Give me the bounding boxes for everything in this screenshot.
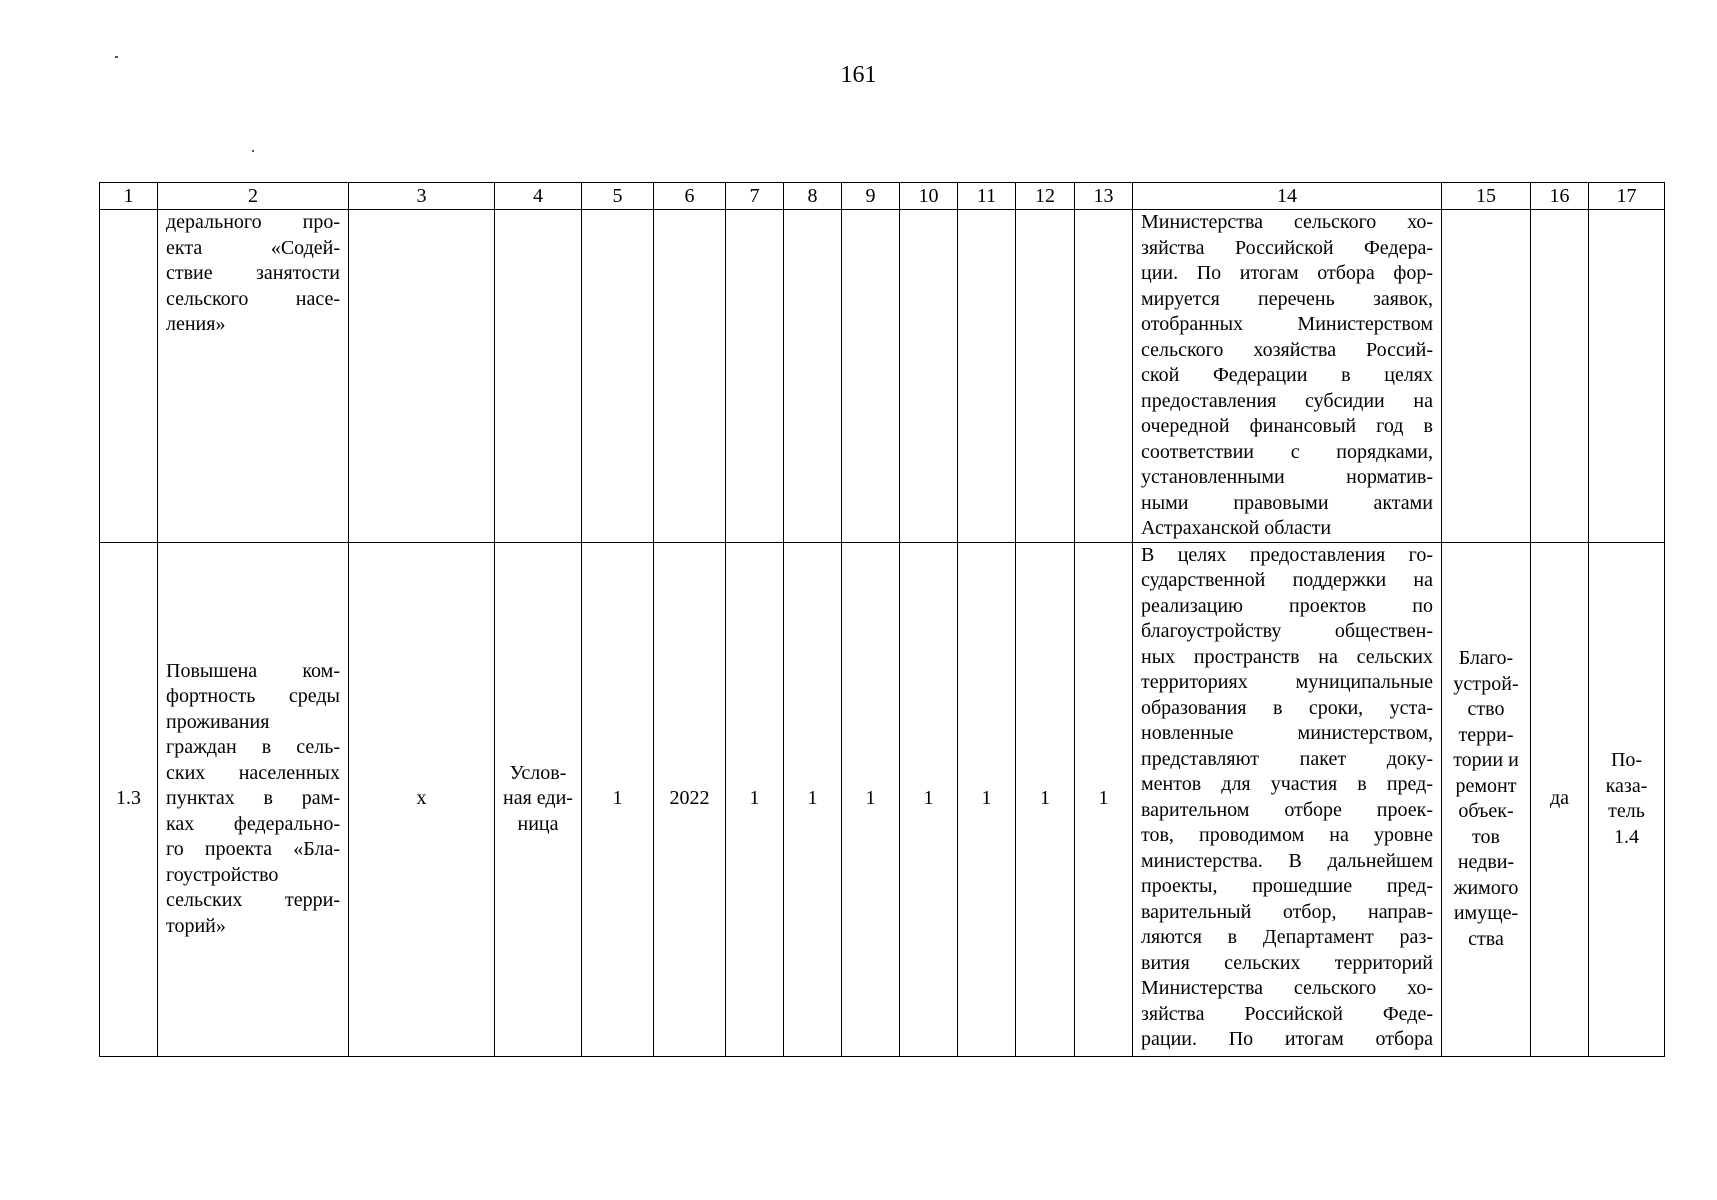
table-cell <box>1442 210 1531 543</box>
text-line: реализацию проектов по <box>1141 594 1433 617</box>
text-line: варительном отборе проек- <box>1141 798 1433 821</box>
text-line: сударственной поддержки на <box>1141 569 1433 591</box>
text-line: представляют пакет доку- <box>1141 747 1433 770</box>
scan-speck <box>252 150 254 152</box>
text-line: тории и <box>1453 749 1519 771</box>
table-cell <box>100 210 158 543</box>
table-cell: 1 <box>1016 542 1075 1056</box>
text-line: терри- <box>1458 723 1514 746</box>
continuation-row <box>100 210 1665 543</box>
text-line: проекты, прошедшие пред- <box>1141 875 1433 897</box>
text-line: сельских терри- <box>166 889 340 912</box>
table-cell: 1 <box>582 542 654 1056</box>
text-line: ления» <box>166 313 226 335</box>
column-number: 4 <box>495 183 582 210</box>
text-line: сельского насе- <box>166 287 340 310</box>
table-cell: 1 <box>726 542 784 1056</box>
table-cell: да <box>1531 542 1589 1056</box>
text-line: очередной финансовый год в <box>1141 415 1433 437</box>
table-cell <box>726 210 784 543</box>
text-line: Услов- <box>509 761 567 784</box>
text-line: проживания <box>166 710 270 733</box>
text-line: ство <box>1467 698 1505 720</box>
table-row-1-3 <box>100 542 1665 1056</box>
text-line: Министерства сельского хо- <box>1141 977 1433 999</box>
table-cell: 1 <box>784 542 842 1056</box>
text-line: ствие занятости <box>166 262 340 284</box>
column-number: 9 <box>842 183 900 210</box>
text-line: устрой- <box>1453 672 1519 695</box>
table-cell: 1 <box>1075 542 1133 1056</box>
table-cell <box>582 210 654 543</box>
activity-cell <box>1442 542 1531 1056</box>
year-cell: 2022 <box>654 542 726 1056</box>
column-number: 6 <box>654 183 726 210</box>
column-number: 7 <box>726 183 784 210</box>
text-line: ница <box>517 812 559 835</box>
text-line: объек- <box>1458 800 1514 822</box>
table-cell: 1 <box>958 542 1016 1056</box>
scan-speck <box>115 56 118 58</box>
text-line: екта «Содей- <box>166 236 340 259</box>
table-cell: 1 <box>842 542 900 1056</box>
table-cell <box>349 210 495 543</box>
table-cell: 1 <box>900 542 958 1056</box>
table-cell <box>1589 210 1665 543</box>
text-line: го проекта «Бла- <box>166 838 340 861</box>
table-cell <box>900 210 958 543</box>
procedure-description-cell <box>1133 542 1442 1056</box>
text-line: ная еди- <box>503 787 573 810</box>
text-line: имуще- <box>1453 902 1519 924</box>
text-line: ными правовыми актами <box>1141 491 1433 514</box>
table-cell <box>1075 210 1133 543</box>
column-number: 12 <box>1016 183 1075 210</box>
goal-description-cell <box>158 542 349 1056</box>
column-number: 16 <box>1531 183 1589 210</box>
table-cell <box>654 210 726 543</box>
text-line: ках федерально- <box>166 812 340 835</box>
table-cell <box>784 210 842 543</box>
text-line: Благо- <box>1458 647 1514 669</box>
text-line: граждан в сель- <box>166 736 340 759</box>
text-line: зяйства Российской Феде- <box>1141 1002 1433 1025</box>
text-line: каза- <box>1605 774 1648 797</box>
text-line: ремонт <box>1455 774 1517 797</box>
text-line: ских населенных <box>166 761 340 784</box>
column-number: 3 <box>349 183 495 210</box>
text-line: дерального про- <box>166 211 340 233</box>
column-number: 10 <box>900 183 958 210</box>
text-line: Министерства сельского хо- <box>1141 211 1433 233</box>
text-line: соответствии с порядками, <box>1141 440 1433 463</box>
text-line: Астраханской области <box>1141 517 1332 539</box>
text-line: предоставления субсидии на <box>1141 389 1433 412</box>
text-line: пунктах в рам- <box>166 787 340 810</box>
text-line: По- <box>1610 749 1643 771</box>
text-line: ляются в Департамент раз- <box>1141 926 1433 948</box>
text-line: ства <box>1468 927 1504 950</box>
text-line: новленные министерством, <box>1141 722 1433 744</box>
column-number: 1 <box>100 183 158 210</box>
indicator-cell <box>1589 542 1665 1056</box>
text-line: ской Федерации в целях <box>1141 364 1433 386</box>
page-number: 161 <box>840 62 877 88</box>
table-cell <box>958 210 1016 543</box>
text-line: варительный отбор, направ- <box>1141 900 1433 923</box>
text-line: ции. По итогам отбора фор- <box>1141 262 1433 284</box>
text-line: министерства. В дальнейшем <box>1141 849 1433 872</box>
column-number: 2 <box>158 183 349 210</box>
text-line: гоустройство <box>166 863 279 886</box>
table-cell <box>842 210 900 543</box>
procedure-description-cell <box>1133 210 1442 543</box>
column-number: 8 <box>784 183 842 210</box>
unit-cell <box>495 542 582 1056</box>
text-line: фортность среды <box>166 685 340 708</box>
text-line: жимого <box>1453 876 1519 899</box>
text-line: образования в сроки, уста- <box>1141 696 1433 719</box>
column-number: 5 <box>582 183 654 210</box>
table-cell <box>1016 210 1075 543</box>
text-line: благоустройству обществен- <box>1141 620 1433 642</box>
text-line: ментов для участия в пред- <box>1141 773 1433 795</box>
text-line: В целях предоставления го- <box>1141 543 1433 566</box>
column-numbers-row <box>100 183 1665 210</box>
column-number: 15 <box>1442 183 1531 210</box>
goal-description-cell <box>158 210 349 543</box>
text-line: тель <box>1608 800 1645 822</box>
indicators-table <box>99 182 1665 1057</box>
text-line: зяйства Российской Федера- <box>1141 236 1433 259</box>
table-cell: х <box>349 542 495 1056</box>
text-line: установленными норматив- <box>1141 466 1433 488</box>
text-line: торий» <box>166 914 226 937</box>
table-cell <box>1531 210 1589 543</box>
text-line: территориях муниципальные <box>1141 671 1433 693</box>
text-line: мируется перечень заявок, <box>1141 287 1433 310</box>
text-line: ных пространств на сельских <box>1141 645 1433 668</box>
text-line: сельского хозяйства Россий- <box>1141 338 1433 361</box>
table-cell <box>495 210 582 543</box>
text-line: 1.4 <box>1614 825 1639 848</box>
row-number-cell: 1.3 <box>100 542 158 1056</box>
text-line: рации. По итогам отбора <box>1141 1028 1433 1050</box>
text-line: недви- <box>1457 851 1515 873</box>
text-line: Повышена ком- <box>166 659 340 682</box>
column-number: 14 <box>1133 183 1442 210</box>
text-line: тов <box>1472 825 1500 848</box>
text-line: тов, проводимом на уровне <box>1141 824 1433 846</box>
column-number: 11 <box>958 183 1016 210</box>
text-line: отобранных Министерством <box>1141 313 1433 335</box>
text-line: вития сельских территорий <box>1141 951 1433 974</box>
column-number: 13 <box>1075 183 1133 210</box>
column-number: 17 <box>1589 183 1665 210</box>
